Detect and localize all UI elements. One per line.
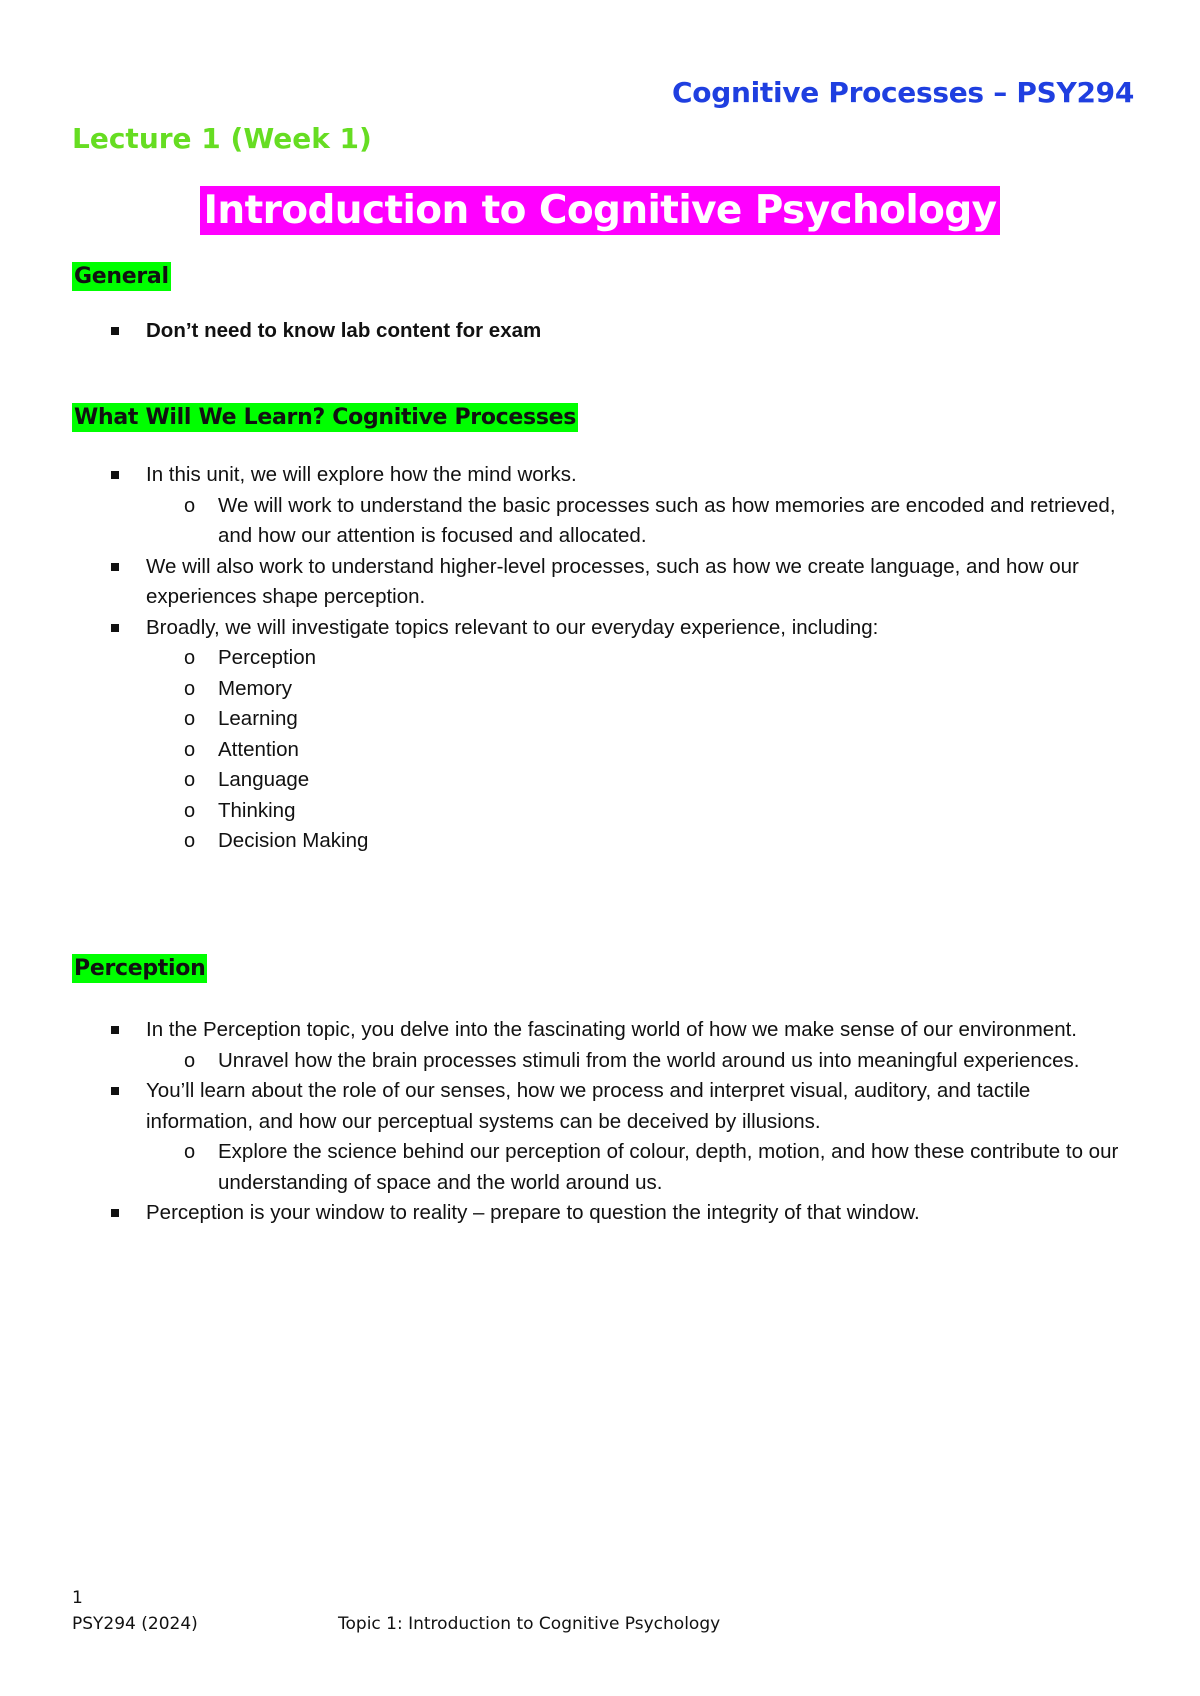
general-list xyxy=(72,316,1132,347)
circle-bullet-icon: o xyxy=(184,1049,196,1072)
circle-bullet-icon: o xyxy=(184,494,196,517)
main-title-wrapper xyxy=(0,186,1200,235)
list-item: Broadly, we will investigate topics relevant to our everyday experience, including: xyxy=(72,613,1132,644)
list-item: You’ll learn about the role of our senses, how we process and interpret visual, auditory, and tactile information, and how our perceptual systems can be deceived by illusions. xyxy=(72,1076,1132,1137)
section-heading-perception: Perception xyxy=(74,956,206,981)
square-bullet-icon xyxy=(111,624,119,632)
list-item: Don’t need to know lab content for exam xyxy=(72,316,1132,347)
sub-list-item: o Attention xyxy=(72,735,1132,766)
list-item: In the Perception topic, you delve into the fascinating world of how we make sense of our environment. xyxy=(72,1015,1132,1046)
circle-bullet-icon: o xyxy=(184,647,196,669)
main-title: Introduction to Cognitive Psychology xyxy=(200,186,1001,235)
square-bullet-icon xyxy=(111,563,119,571)
square-bullet-icon xyxy=(111,1026,119,1034)
sub-list-item: o Decision Making xyxy=(72,826,1132,857)
circle-bullet-icon: o xyxy=(184,1141,196,1163)
circle-bullet-icon: o xyxy=(184,830,196,852)
sub-list-item: o Thinking xyxy=(72,796,1132,827)
sub-list-item: o Perception xyxy=(72,643,1132,674)
section-heading-general: General xyxy=(74,264,169,289)
course-title: Cognitive Processes – PSY294 xyxy=(672,76,1134,109)
footer-topic: Topic 1: Introduction to Cognitive Psychology xyxy=(338,1614,721,1634)
circle-bullet-icon: o xyxy=(184,799,196,822)
square-bullet-icon xyxy=(111,327,119,335)
sub-list-item: o Learning xyxy=(72,704,1132,735)
lecture-title: Lecture 1 (Week 1) xyxy=(72,122,372,155)
learn-list xyxy=(72,460,1132,857)
sub-list-item: o We will work to understand the basic processes such as how memories are encoded and retrieved, and how our attention is focused and allocated. xyxy=(72,491,1132,552)
list-item: Perception is your window to reality – prepare to question the integrity of that window. xyxy=(72,1198,1132,1229)
list-item: In this unit, we will explore how the mind works. xyxy=(72,460,1132,491)
sub-list-item: o Language xyxy=(72,765,1132,796)
list-item: We will also work to understand higher-level processes, such as how we create language, and how our experiences shape perception. xyxy=(72,552,1132,613)
circle-bullet-icon: o xyxy=(184,708,196,730)
square-bullet-icon xyxy=(111,1087,119,1095)
section-heading-learn: What Will We Learn? Cognitive Processes xyxy=(74,405,577,430)
footer-course-year: PSY294 (2024) xyxy=(72,1614,198,1634)
circle-bullet-icon: o xyxy=(184,769,196,791)
perception-list xyxy=(72,1015,1132,1229)
square-bullet-icon xyxy=(111,471,119,479)
square-bullet-icon xyxy=(111,1209,119,1217)
page-number: 1 xyxy=(72,1588,83,1608)
sub-list-item: o Explore the science behind our perception of colour, depth, motion, and how these contribute to our understanding of space and the world around us. xyxy=(72,1137,1132,1198)
sub-list-item: o Memory xyxy=(72,674,1132,705)
circle-bullet-icon: o xyxy=(184,677,196,700)
sub-list-item: o Unravel how the brain processes stimuli from the world around us into meaningful experiences. xyxy=(72,1046,1132,1077)
circle-bullet-icon: o xyxy=(184,738,196,761)
